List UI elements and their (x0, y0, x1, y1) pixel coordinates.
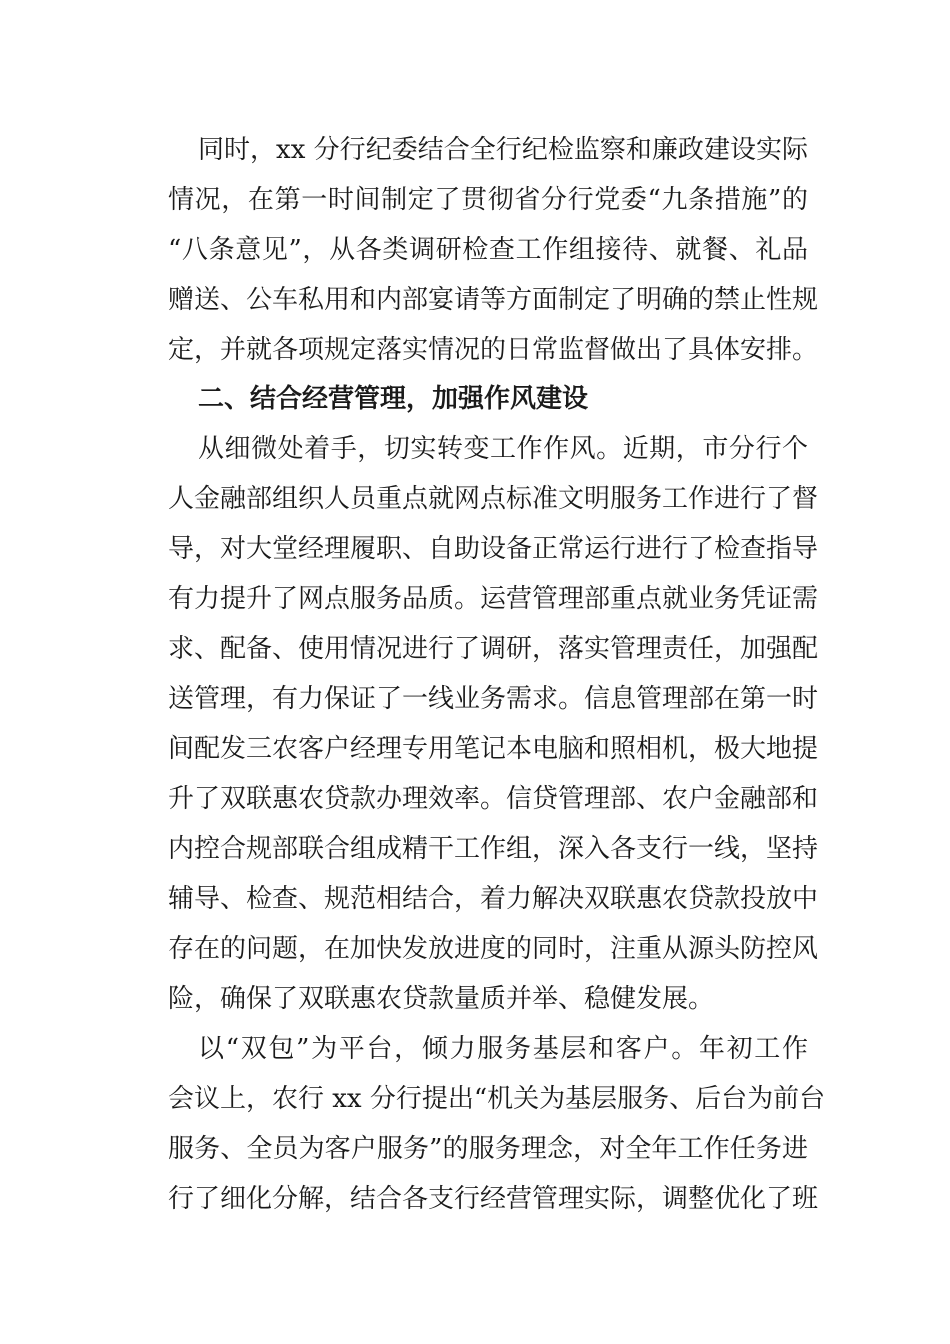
paragraph-line: 有力提升了网点服务品质。运营管理部重点就业务凭证需 (168, 584, 819, 614)
paragraph-line: 送管理，有力保证了一线业务需求。信息管理部在第一时 (168, 684, 819, 714)
paragraph-line: 导，对大堂经理履职、自助设备正常运行进行了检查指导 (168, 534, 819, 564)
section-heading: 二、结合经营管理，加强作风建设 (198, 384, 589, 414)
paragraph-line: 定，并就各项规定落实情况的日常监督做出了具体安排。 (168, 335, 819, 365)
paragraph-line: 情况，在第一时间制定了贯彻省分行党委“九条措施”的 (168, 185, 808, 215)
paragraph-line: 求、配备、使用情况进行了调研，落实管理责任，加强配 (168, 634, 819, 664)
paragraph-line: 存在的问题，在加快发放进度的同时，注重从源头防控风 (168, 934, 819, 964)
paragraph-line: “八条意见”，从各类调研检查工作组接待、就餐、礼品 (168, 235, 808, 265)
paragraph-line: 险，确保了双联惠农贷款量质并举、稳健发展。 (168, 984, 715, 1014)
paragraph-line: 辅导、检查、规范相结合，着力解决双联惠农贷款投放中 (168, 884, 819, 914)
paragraph-line: 间配发三农客户经理专用笔记本电脑和照相机，极大地提 (168, 734, 819, 764)
paragraph-line: 以“双包”为平台，倾力服务基层和客户。年初工作 (198, 1034, 808, 1064)
paragraph-line: 赠送、公车私用和内部宴请等方面制定了明确的禁止性规 (168, 285, 819, 315)
paragraph-line: 行了细化分解，结合各支行经营管理实际，调整优化了班 (168, 1184, 819, 1214)
paragraph-line: 会议上，农行 xx 分行提出“机关为基层服务、后台为前台 (168, 1084, 826, 1114)
paragraph-line: 同时，xx 分行纪委结合全行纪检监察和廉政建设实际 (198, 135, 808, 165)
paragraph-line: 内控合规部联合组成精干工作组，深入各支行一线，坚持 (168, 834, 819, 864)
paragraph-line: 从细微处着手，切实转变工作作风。近期，市分行个 (198, 434, 808, 464)
paragraph-line: 人金融部组织人员重点就网点标准文明服务工作进行了督 (168, 484, 819, 514)
paragraph-line: 服务、全员为客户服务”的服务理念，对全年工作任务进 (168, 1134, 808, 1164)
paragraph-line: 升了双联惠农贷款办理效率。信贷管理部、农户金融部和 (168, 784, 819, 814)
